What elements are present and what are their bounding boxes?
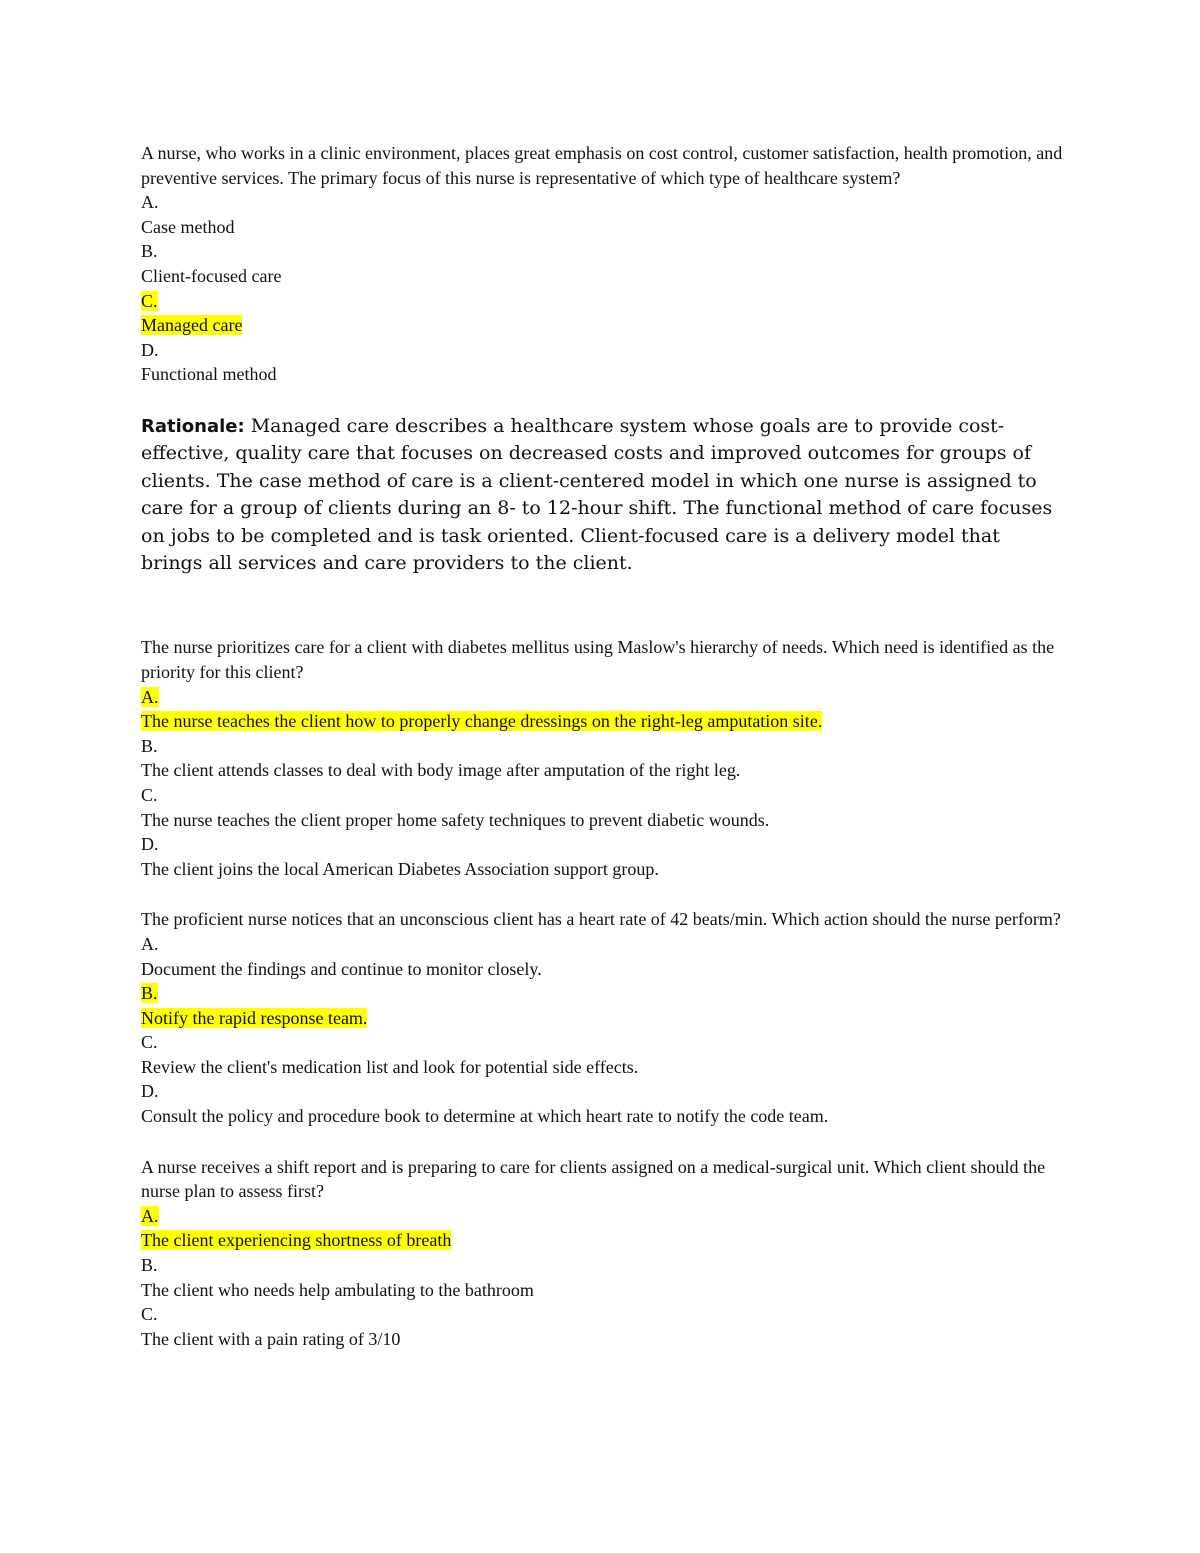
rationale-paragraph (141, 413, 1066, 577)
rationale-label: Rationale: (141, 415, 245, 437)
option-letter: D. (141, 339, 159, 360)
question-3 (141, 907, 1066, 1128)
highlighted-option-letter: C. (141, 290, 158, 311)
option-letter: B. (141, 1255, 158, 1276)
highlighted-option-text: Notify the rapid response team. (141, 1007, 368, 1028)
option-text: The client who needs help ambulating to the bathroom (141, 1279, 534, 1300)
question-text: A nurse, who works in a clinic environment, places great emphasis on cost control, customer satisfaction, health promotion, and preventive services. The primary focus of this nurse is representative of which type of healthcare system? (141, 143, 1063, 188)
option-letter: A. (141, 192, 159, 213)
option-text: Consult the policy and procedure book to determine at which heart rate to notify the code team. (141, 1106, 829, 1127)
highlighted-option-text: The client experiencing shortness of breath (141, 1230, 452, 1251)
question-4 (141, 1155, 1066, 1352)
option-text: The client joins the local American Diabetes Association support group. (141, 858, 659, 879)
option-letter: B. (141, 735, 158, 756)
question-2 (141, 635, 1066, 881)
highlighted-option-letter: A. (141, 686, 159, 707)
option-text: Document the findings and continue to monitor closely. (141, 958, 542, 979)
highlighted-option-letter: B. (141, 983, 158, 1004)
option-text: Functional method (141, 364, 277, 385)
option-letter: D. (141, 834, 159, 855)
option-text: The nurse teaches the client proper home safety techniques to prevent diabetic wounds. (141, 809, 770, 830)
question-text: A nurse receives a shift report and is preparing to care for clients assigned on a medical-surgical unit. Which client should the nurse plan to assess first? (141, 1156, 1046, 1202)
option-letter: C. (141, 1032, 158, 1053)
option-text: The client attends classes to deal with body image after amputation of the right leg. (141, 760, 741, 781)
question-1 (141, 141, 1066, 387)
document-page (141, 141, 1066, 1351)
highlighted-option-letter: A. (141, 1205, 159, 1226)
option-letter: C. (141, 1304, 158, 1325)
option-text: Client-focused care (141, 265, 282, 286)
question-text: The proficient nurse notices that an unconscious client has a heart rate of 42 beats/min. Which action should the nurse perform? (141, 909, 1061, 930)
option-letter: A. (141, 933, 159, 954)
option-letter: B. (141, 241, 158, 262)
option-letter: C. (141, 784, 158, 805)
option-text: Review the client's medication list and look for potential side effects. (141, 1056, 639, 1077)
option-letter: D. (141, 1081, 159, 1102)
option-text: The client with a pain rating of 3/10 (141, 1328, 401, 1349)
question-text: The nurse prioritizes care for a client with diabetes mellitus using Maslow's hierarchy of needs. Which need is identified as the priority for this client? (141, 637, 1055, 682)
option-text: Case method (141, 216, 235, 237)
highlighted-option-text: The nurse teaches the client how to properly change dressings on the right-leg amputation site. (141, 711, 823, 732)
rationale-text: Managed care describes a healthcare system whose goals are to provide cost-effective, quality care that focuses on decreased costs and improved outcomes for groups of clients. The case method of care is a client-centered model in which one nurse is assigned to care for a group of clients during an 8- to 12-hour shift. The functional method of care focuses on jobs to be completed and is task oriented. Client-focused care is a delivery model that brings all services and care providers to the client. (141, 414, 1053, 574)
highlighted-option-text: Managed care (141, 315, 243, 336)
